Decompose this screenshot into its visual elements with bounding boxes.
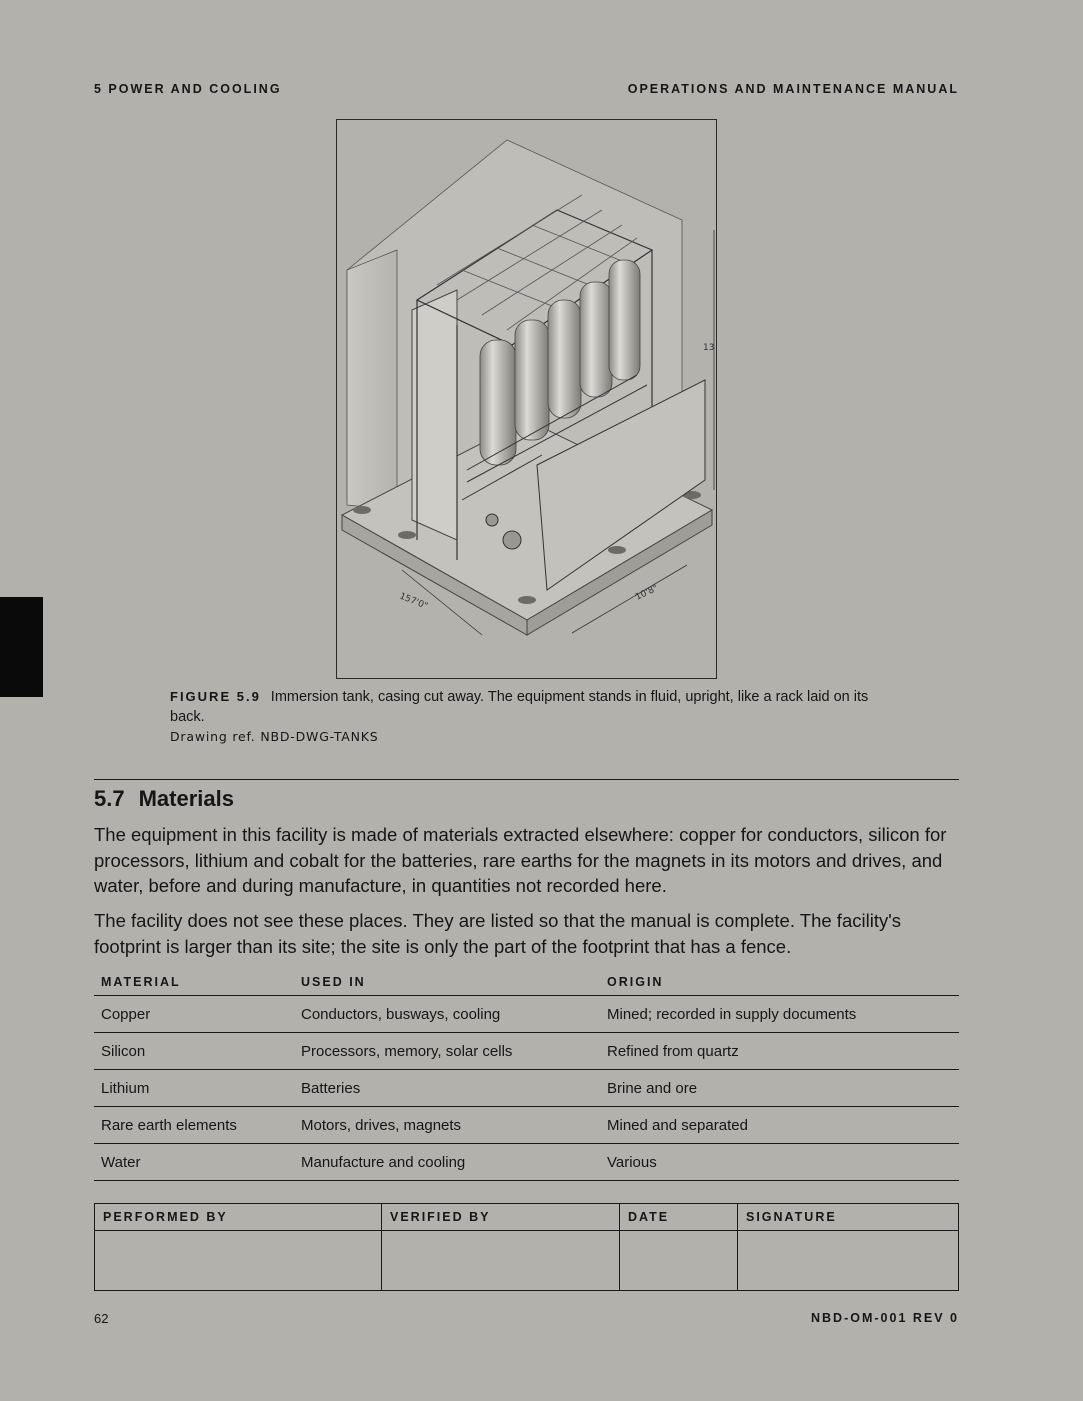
section-title: Materials [138,786,234,811]
table-row [94,1070,959,1107]
cell-origin: Brine and ore [600,1070,959,1107]
cell-origin: Mined and separated [600,1107,959,1144]
cell-material: Lithium [94,1070,294,1107]
paragraph-1: The equipment in this facility is made of materials extracted elsewhere: copper for conductors, silicon for processors, lithium and cobalt for the batteries, rare earths for the magnets in its motors and drives, and water, before and during manufacture, in quantities not recorded here. [94,824,947,896]
materials-table [94,970,959,1181]
table-row [94,1033,959,1070]
cell-origin: Mined; recorded in supply documents [600,996,959,1033]
table-header-row [94,970,959,996]
signoff-header-signature: SIGNATURE [738,1204,959,1231]
figure-immersion-tank [336,119,717,679]
signature-field[interactable] [738,1231,959,1291]
page-number: 62 [94,1311,109,1326]
immersion-tank-drawing [337,120,716,678]
cell-material: Copper [94,996,294,1033]
figure-caption-text: Immersion tank, casing cut away. The equipment stands in fluid, upright, like a rack laid on its back. [170,689,869,725]
cell-origin: Various [600,1144,959,1181]
running-header-section: 5 POWER AND COOLING [94,82,282,96]
date-field[interactable] [620,1231,738,1291]
signoff-header-performed-by: PERFORMED BY [95,1204,382,1231]
dimension-left-label: 157'0" [397,591,430,612]
table-row [94,1107,959,1144]
table-row [94,1144,959,1181]
figure-label: FIGURE 5.9 [170,689,261,704]
running-header-manual: OPERATIONS AND MAINTENANCE MANUAL [627,82,959,96]
column-header-used-in: USED IN [294,970,600,996]
signoff-header-verified-by: VERIFIED BY [382,1204,620,1231]
cell-material: Silicon [94,1033,294,1070]
document-number: NBD-OM-001 REV 0 [811,1311,959,1325]
signoff-header-date: DATE [620,1204,738,1231]
section-heading [94,786,234,812]
section-divider [94,779,959,780]
column-header-origin: ORIGIN [600,970,959,996]
dimension-right-label: 10'8" [634,583,660,603]
figure-caption [170,687,890,727]
section-number: 5.7 [94,786,125,811]
chapter-thumb-tab [0,597,43,697]
cell-used-in: Batteries [294,1070,600,1107]
drawing-reference: Drawing ref. NBD-DWG-TANKS [170,729,379,744]
cell-material: Water [94,1144,294,1181]
cell-origin: Refined from quartz [600,1033,959,1070]
signoff-table [94,1203,959,1291]
signoff-entry-row [95,1231,959,1291]
cell-used-in: Processors, memory, solar cells [294,1033,600,1070]
cell-used-in: Conductors, busways, cooling [294,996,600,1033]
signoff-header-row [95,1204,959,1231]
cell-used-in: Manufacture and cooling [294,1144,600,1181]
cell-material: Rare earth elements [94,1107,294,1144]
verified-by-field[interactable] [382,1231,620,1291]
paragraph-2: The facility does not see these places. They are listed so that the manual is complete. The facility's footprint is larger than its site; the site is only the part of the footprint that has a fence. [94,910,901,957]
table-row [94,996,959,1033]
column-header-material: MATERIAL [94,970,294,996]
cell-used-in: Motors, drives, magnets [294,1107,600,1144]
performed-by-field[interactable] [95,1231,382,1291]
dimension-height-label: 13 [703,343,715,353]
